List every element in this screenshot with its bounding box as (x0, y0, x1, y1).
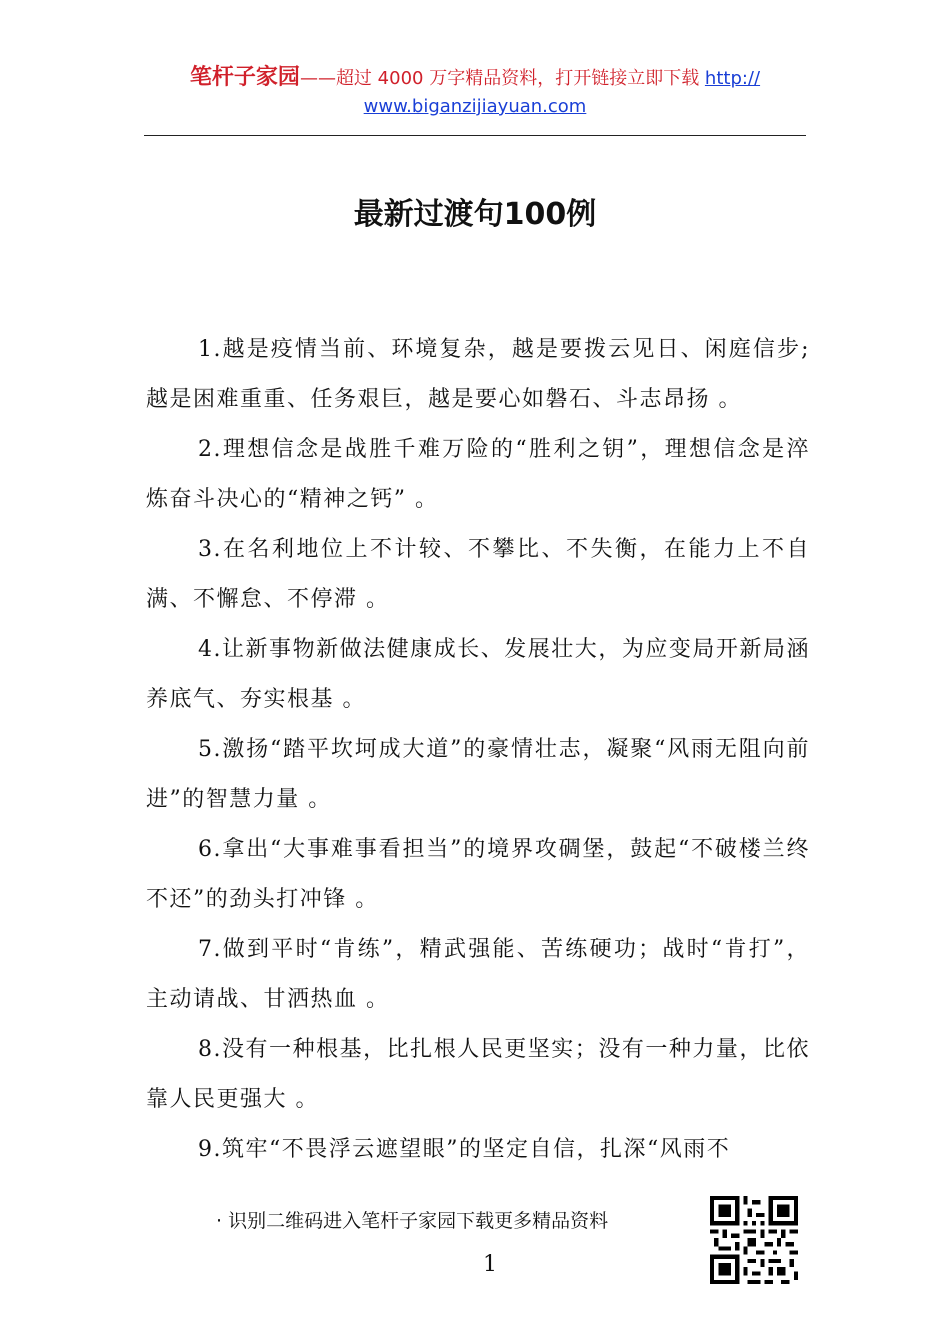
paragraph-3: 3.在名利地位上不计较、不攀比、不失衡，在能力上不自满、不懈怠、不停滞 。 (146, 537, 810, 612)
paragraph-8: 8.没有一种根基，比扎根人民更坚实；没有一种力量，比依靠人民更强大 。 (146, 1037, 810, 1112)
paragraph-1: 1.越是疫情当前、环境复杂，越是要拨云见日、闲庭信步;越是困难重重、任务艰巨，越是要心如磐石、斗志昂扬 。 (146, 337, 810, 412)
download-link-domain[interactable]: www.biganzijiayuan.com (363, 96, 587, 117)
page-number: 1 (483, 1252, 497, 1277)
paragraph-6: 6.拿出“大事难事看担当”的境界攻碉堡，鼓起“不破楼兰终不还”的劲头打冲锋 。 (146, 837, 810, 912)
qr-code-icon[interactable] (710, 1196, 798, 1284)
paragraph-2: 2.理想信念是战胜千难万险的“胜利之钥”，理想信念是淬炼奋斗决心的“精神之钙” 。 (146, 437, 810, 512)
document-title: 最新过渡句100例 (353, 197, 597, 232)
page-header (130, 64, 820, 121)
header-tagline: ——超过 4000 万字精品资料，打开链接立即下载 (299, 68, 705, 89)
document-body (146, 325, 810, 1175)
paragraph-9: 9.筑牢“不畏浮云遮望眼”的坚定自信，扎深“风雨不 (198, 1137, 731, 1162)
header-divider (144, 135, 806, 136)
footer-promo: · 识别二维码进入笔杆子家园下载更多精品资料 (216, 1210, 609, 1232)
paragraph-7: 7.做到平时“肯练”，精武强能、苦练硬功；战时“肯打”，主动请战、甘洒热血 。 (146, 937, 810, 1012)
paragraph-4: 4.让新事物新做法健康成长、发展壮大，为应变局开新局涵养底气、夯实根基 。 (146, 637, 810, 712)
download-link[interactable]: http:// (704, 68, 761, 89)
brand-name: 笔杆子家园 (189, 65, 300, 90)
paragraph-5: 5.激扬“踏平坎坷成大道”的豪情壮志，凝聚“风雨无阻向前进”的智慧力量 。 (146, 737, 810, 812)
